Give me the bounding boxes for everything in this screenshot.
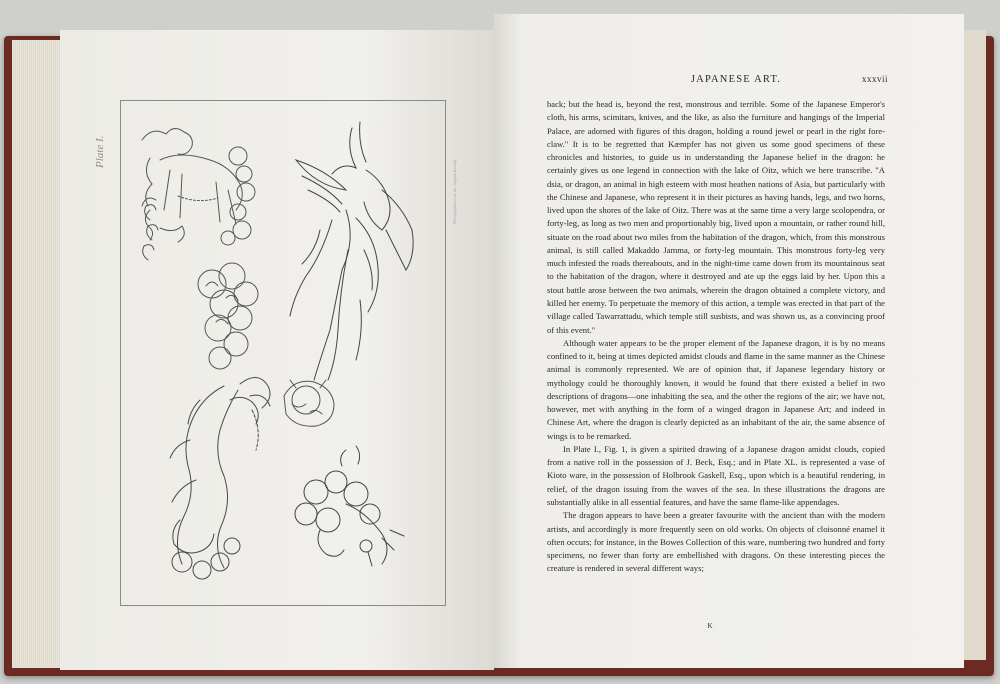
page-edges-left: [12, 40, 64, 668]
lion-dog-figure: [295, 446, 404, 566]
dragon-figure: [170, 377, 270, 579]
paragraph: Although water appears to be the proper element of the Japanese dragon, it is by no means confined to it, being at times depicted amidst clouds and flame in the same manner as the Chinese animal is commonly represented. We are of opinion that, if Japanese legendary history or mythology could be thoroughly known, it would be found that there existed a belief in two descriptions of dragons—one inhabiting the sea, and the other the regions of the air; we have not, however, met with anything in the form of a winged dragon in Japanese Art; and indeed in Chinese Art, where the dragon is clearly depicted as an inhabitant of the air, the same absence of wings is to be remarked.: [547, 337, 885, 441]
paragraph: In Plate I., Fig. 1, is given a spirited drawing of a Japanese dragon amidst clouds, copied from a native roll in the possession of J. Beck, Esq.; and in Plate XL. is represented a vase of Kioto ware, in the possession of Holbrook Gaskell, Esq., upon which is a beautiful rendering, in relief, of the dragon issuing from the waves of the sea. In these illustrations the dragons are substantially alike in all essential features, and have the same flame-like appendages.: [547, 443, 885, 507]
plate-label: Plate I.: [94, 135, 106, 168]
running-head: JAPANESE ART.: [690, 74, 782, 85]
phoenix-figure: [290, 122, 413, 380]
mask-figure: [284, 380, 334, 426]
plate-imprint: Photographed from the original drawing: [452, 159, 457, 224]
body-text: [547, 98, 885, 576]
kylin-figure: [142, 128, 255, 245]
plate-illustration: [120, 100, 444, 604]
signature-mark: K: [707, 622, 713, 630]
scroll-glyphs: [143, 205, 158, 260]
page-number: xxxvii: [861, 74, 888, 84]
paragraph: back; but the head is, beyond the rest, monstrous and terrible. Some of the Japanese Emperor's cloth, his arms, scimitars, knives, and the like, as also the furniture and hangings of the Imperial Palace, are adorned with figures of this dragon, holding a round jewel or pearl in the right fore-claw." It is to be regretted that Kæmpfer has not given us some good specimens of these chronicles and histories, to guide us in understanding the Japanese belief in the dragon: he certainly gives us one legend in connection with the lake of Oitz, which we here transcribe. "A dsia, or dragon, an animal in high esteem with most heathen nations of Asia, but particularly with the Chinese and Japanese, who represent it in their pictures as having hands, legs, and two horns, lived upon the shores of the lake of Oitz. There was at the same time a very large scolopendra, or forty-leg, as long as two men and proportionably big, lived upon a mountain, or rather round hill, situate on the road about two miles from the habitation of the dragon, which, from this monstrous animal, is still called Makaddo Jamma, or forty-leg mountain. This monstrous forty-leg very much infested the roads thereabouts, and in the night-time came down from its mountainous seat to the habitation of the dragon, where it destroyed and ate up the eggs laid by her. Upon this a stout battle arose between the two animals, wherein the dragon obtained a complete victory, and killed her enemy. To perpetuate the memory of this action, a temple was erected in that part of the village called Tawarrattadu, which temple still susbists, and was shown us, as a convincing proof of this event.": [547, 99, 885, 335]
paragraph: The dragon appears to have been a greater favourite with the ancient than with the modern artists, and accordingly is more frequently seen on old works. On objects of cloisonné enamel it often occurs; for instance, in the Bowes Collection of this ware, numbering two hundred and forty specimens, no fewer than forty are embellished with dragons. On these interesting pieces the creature is rendered in several different ways;: [547, 510, 885, 574]
cloud-figure: [198, 263, 258, 369]
